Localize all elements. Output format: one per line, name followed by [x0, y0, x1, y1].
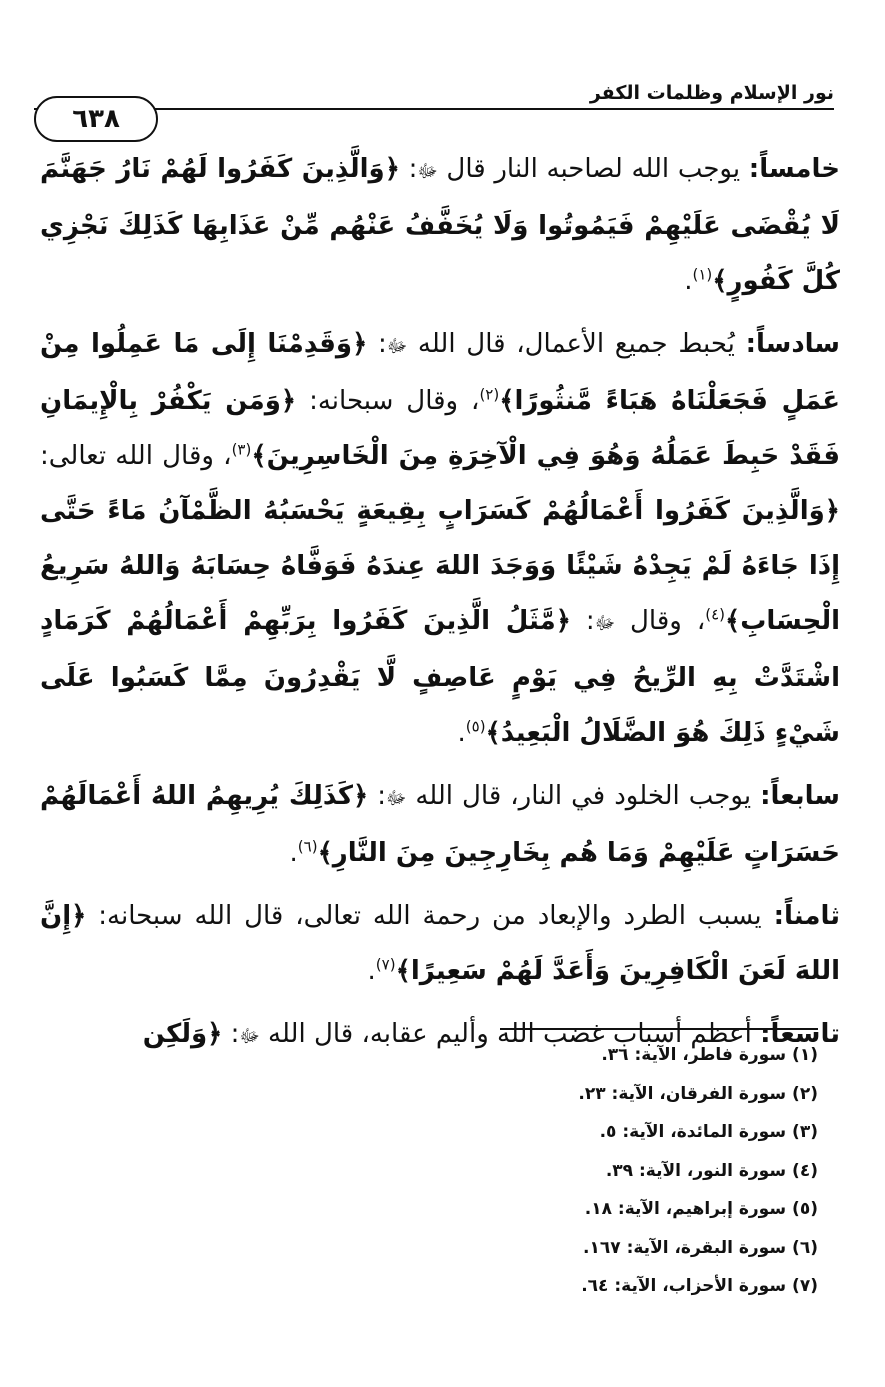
quran-verse: ﴿وَمَن يَكْفُرْ بِالْإِيمَانِ فَقَدْ حَبِطَ عَمَلُهُ وَهُوَ فِي الْآخِرَةِ مِنَ الْخَاسِرِينَ﴾: [40, 386, 840, 471]
footnote: [500, 1036, 818, 1075]
honorific-glyph: ﷻ: [239, 1026, 260, 1047]
footnote-separator: [500, 1028, 818, 1030]
paragraph-text: أعظم أسباب غضب الله وأليم عقابه، قال الله: [259, 1019, 761, 1049]
paragraph-text: يوجب الله لصاحبه النار قال: [437, 154, 749, 184]
page-number: ٦٣٨: [72, 104, 120, 134]
footnote-number: (٢): [792, 1083, 818, 1104]
main-text: [40, 142, 840, 1072]
paragraph-text: يسبب الطرد والإبعاد من رحمة الله تعالى، قال الله سبحانه:: [86, 901, 774, 931]
sentence-end: .: [684, 266, 693, 296]
colon-text: :: [367, 329, 387, 359]
honorific-glyph: ﷻ: [594, 613, 616, 634]
footnote-number: (٥): [792, 1199, 818, 1219]
item-heading: ثامناً:: [773, 901, 840, 931]
paragraph-eighth: [40, 889, 840, 999]
honorific-glyph: ﷻ: [417, 161, 438, 182]
footnote-ref[interactable]: (٦): [297, 837, 318, 856]
quran-verse: ﴿كَذَلِكَ يُرِيهِمُ اللهُ أَعْمَالَهُمْ حَسَرَاتٍ عَلَيْهِمْ وَمَا هُم بِخَارِجِينَ مِنَ النَّارِ﴾: [40, 781, 840, 868]
footnote-text: سورة البقرة، الآية: ١٦٧.: [583, 1237, 787, 1258]
footnote-text: سورة فاطر، الآية: ٣٦.: [601, 1045, 787, 1065]
sentence-end: .: [367, 956, 376, 986]
quran-verse: ﴿وَالَّذِينَ كَفَرُوا أَعْمَالُهُمْ كَسَرَابٍ بِقِيعَةٍ يَحْسَبُهُ الظَّمْآنُ مَاءً حَتَّى إِذَا جَاءَهُ لَمْ يَجِدْهُ شَيْئًا وَوَجَدَ اللهَ عِندَهُ فَوَفَّاهُ حِسَابَهُ وَاللهُ سَرِيعُ الْحِسَابِ﴾: [40, 496, 840, 636]
footnote-ref[interactable]: (٤): [705, 605, 725, 624]
paragraph-fifth: [40, 142, 840, 309]
item-heading: سابعاً:: [760, 781, 840, 811]
footnote: [500, 1152, 818, 1191]
quran-verse: ﴿وَالَّذِينَ كَفَرُوا لَهُمْ نَارُ جَهَنَّمَ لَا يُقْضَى عَلَيْهِمْ فَيَمُوتُوا وَلَا يُخَفَّفُ عَنْهُم مِّنْ عَذَابِهَا كَذَلِكَ نَجْزِي كُلَّ كَفُورٍ﴾: [40, 154, 840, 296]
page-header: [34, 78, 834, 142]
footnote-number: (٤): [792, 1160, 818, 1181]
footnote-text: سورة المائدة، الآية: ٥.: [599, 1122, 787, 1142]
item-heading: تاسعاً:: [760, 1019, 840, 1049]
item-heading: سادساً:: [745, 329, 840, 359]
footnote: [500, 1190, 818, 1229]
page-number-badge: [34, 96, 158, 142]
footnote-ref[interactable]: (٥): [465, 717, 486, 736]
footnote-ref[interactable]: (٢): [479, 385, 500, 404]
colon-text: :: [368, 781, 386, 811]
paragraph-text: ، وقال: [615, 606, 706, 636]
paragraph-text: يوجب الخلود في النار، قال الله: [406, 781, 761, 811]
quran-verse: ﴿وَلَكِن: [142, 1019, 223, 1049]
footnote-text: سورة إبراهيم، الآية: ١٨.: [584, 1199, 787, 1219]
footnote-text: سورة الأحزاب، الآية: ٦٤.: [581, 1276, 787, 1296]
paragraph-sixth: [40, 317, 840, 761]
footnote: [500, 1229, 818, 1268]
paragraph-text: يُحبط جميع الأعمال، قال الله: [407, 329, 746, 359]
footnote-ref[interactable]: (١): [692, 265, 713, 284]
colon-text: :: [222, 1019, 240, 1049]
paragraph-seventh: [40, 769, 840, 881]
footnote: [500, 1267, 818, 1306]
footnote-number: (٧): [792, 1276, 818, 1296]
footnote-number: (٣): [792, 1122, 818, 1142]
paragraph-text: ، وقال سبحانه:: [296, 386, 480, 416]
sentence-end: .: [289, 838, 298, 868]
quran-verse: ﴿إِنَّ اللهَ لَعَنَ الْكَافِرِينَ وَأَعَدَّ لَهُمْ سَعِيرًا﴾: [40, 901, 840, 986]
footnote-ref[interactable]: (٣): [231, 440, 252, 459]
paragraph-text: ، وقال الله تعالى:: [40, 441, 232, 471]
footnote-number: (٦): [792, 1237, 818, 1258]
colon-text: :: [570, 606, 595, 636]
honorific-glyph: ﷻ: [385, 788, 407, 809]
honorific-glyph: ﷻ: [386, 336, 408, 357]
colon-text: :: [399, 154, 418, 184]
quran-verse: ﴿وَقَدِمْنَا إِلَى مَا عَمِلُوا مِنْ عَمَلٍ فَجَعَلْنَاهُ هَبَاءً مَّنثُورًا﴾: [40, 329, 841, 416]
footnote: [500, 1075, 818, 1114]
footnote-text: سورة الفرقان، الآية: ٢٣.: [578, 1083, 787, 1104]
footnote-number: (١): [792, 1045, 818, 1065]
footnote-ref[interactable]: (٧): [375, 955, 396, 974]
footnote-text: سورة النور، الآية: ٣٩.: [605, 1160, 787, 1181]
footnotes: [500, 1036, 818, 1306]
footnote: [500, 1113, 818, 1152]
sentence-end: .: [457, 718, 466, 748]
item-heading: خامساً:: [748, 154, 841, 184]
quran-verse: ﴿مَّثَلُ الَّذِينَ كَفَرُوا بِرَبِّهِمْ أَعْمَالُهُمْ كَرَمَادٍ اشْتَدَّتْ بِهِ الرِّيحُ فِي يَوْمٍ عَاصِفٍ لَّا يَقْدِرُونَ مِمَّا كَسَبُوا عَلَى شَيْءٍ ذَلِكَ هُوَ الضَّلَالُ الْبَعِيدُ﴾: [40, 606, 840, 748]
running-title: نور الإسلام وظلمات الكفر: [589, 82, 834, 104]
